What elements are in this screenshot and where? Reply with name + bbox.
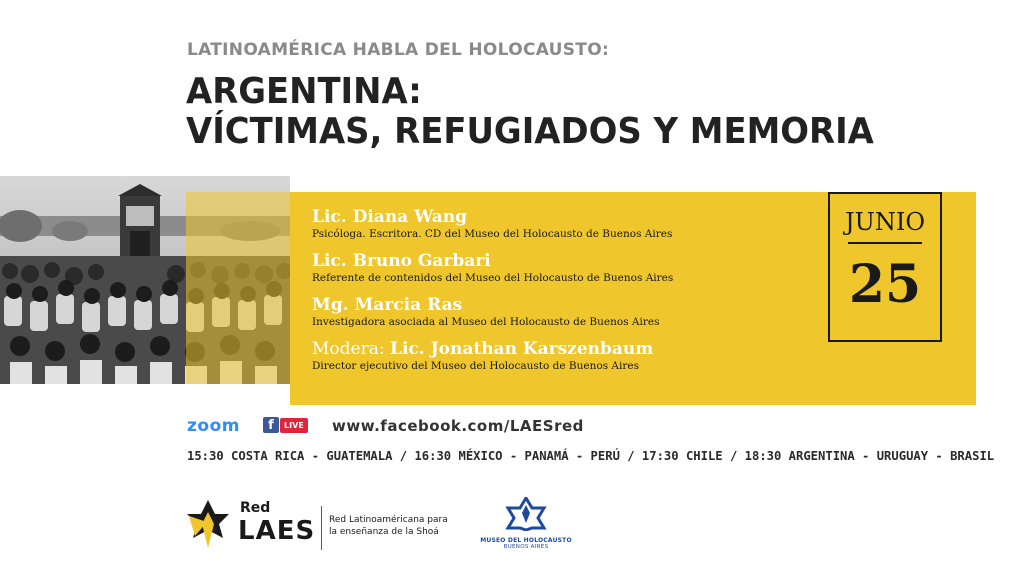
laes-red-label: Red bbox=[240, 500, 271, 516]
speaker-role: Referente de contenidos del Museo del Holocausto de Buenos Aires bbox=[312, 272, 674, 284]
page-title bbox=[186, 72, 874, 152]
photo-yellow-overlay bbox=[186, 192, 290, 384]
date-divider bbox=[848, 242, 922, 244]
laes-name: LAES bbox=[238, 516, 316, 546]
laes-separator bbox=[321, 506, 322, 550]
date-day: 25 bbox=[848, 254, 922, 315]
facebook-icon: f bbox=[263, 417, 279, 433]
moderator bbox=[312, 338, 812, 373]
kicker-text: LATINOAMÉRICA HABLA DEL HOLOCAUSTO: bbox=[187, 40, 610, 60]
speaker bbox=[312, 206, 812, 241]
facebook-url-link[interactable]: www.facebook.com/LAESred bbox=[332, 417, 584, 435]
moderator-prefix: Modera: bbox=[312, 339, 390, 359]
moderator-name: Modera: Lic. Jonathan Karszenbaum bbox=[312, 339, 654, 359]
live-badge: LIVE bbox=[280, 418, 308, 433]
date-box bbox=[828, 192, 942, 342]
speaker-role: Investigadora asociada al Museo del Holocausto de Buenos Aires bbox=[312, 316, 660, 328]
title-line-2: VÍCTIMAS, REFUGIADOS Y MEMORIA bbox=[186, 111, 874, 152]
laes-star-icon bbox=[185, 498, 231, 550]
speaker-role: Psicóloga. Escritora. CD del Museo del Holocausto de Buenos Aires bbox=[312, 228, 673, 240]
date-month: JUNIO bbox=[844, 208, 925, 236]
speaker-name: Lic. Bruno Garbari bbox=[312, 251, 491, 271]
speaker-name: Lic. Diana Wang bbox=[312, 207, 467, 227]
speaker-name: Mg. Marcia Ras bbox=[312, 295, 463, 315]
museo-name: MUSEO DEL HOLOCAUSTO bbox=[480, 537, 572, 544]
zoom-logo: zoom bbox=[187, 416, 240, 436]
speakers-list bbox=[312, 206, 812, 382]
museo-subtitle: BUENOS AIRES bbox=[503, 544, 549, 550]
laes-tagline: Red Latinoaméricana para la enseñanza de la Shoá bbox=[329, 515, 448, 537]
museo-star-icon bbox=[505, 497, 547, 531]
moderator-role: Director ejecutivo del Museo del Holocausto de Buenos Aires bbox=[312, 360, 639, 372]
schedule-line: 15:30 COSTA RICA - GUATEMALA / 16:30 MÉXICO - PANAMÁ - PERÚ / 17:30 CHILE / 18:30 ARGENTINA - URUGUAY - BRASIL bbox=[187, 449, 995, 463]
speaker bbox=[312, 294, 812, 329]
title-line-1: ARGENTINA: bbox=[186, 71, 422, 112]
speaker bbox=[312, 250, 812, 285]
